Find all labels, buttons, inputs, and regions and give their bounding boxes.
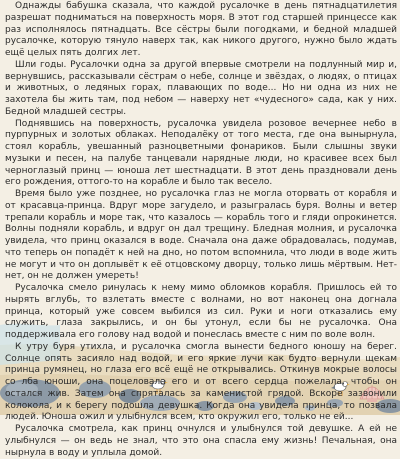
story-text [5, 1, 397, 459]
paragraph: Русалочка смело ринулась к нему мимо обломков корабля. Пришлось ей то нырять вглубь, то взлетать вместе с волнами, но вот наконец она догнала принца, который уже совсем выбился из сил. Руки и ноги отказались ему служить, глаза закрылись, и он бы утонул, если бы не русалочка. Она поддерживала его голову над водой и понеслась вместе с ним по воле волн. [5, 283, 397, 340]
paragraph: Однажды бабушка сказала, что каждой русалочке в день пятнадцатилетия разрешат подниматься на поверхность моря. В этот год старшей принцессе как раз исполнялось пятнадцать. Все сёстры были погодками, и бедной младшей русалочке, которую тянуло наверх так, как никого другого, нужно было ждать ещё целых пять долгих лет. [5, 1, 397, 58]
paragraph: Время было уже позднее, но русалочка глаз не могла оторвать от корабля и от красавца-принца. Вдруг море загудело, и разыгралась буря. Волны и ветер трепали корабль и море так, что казалось — корабль того и гляди опрокинется. Волны подняли корабль, и вдруг он дал трещину. Бледная молния, и русалочка увидела, что принц оказался в воде. Сначала она даже обрадовалась, подумав, что теперь он попадёт к ней на дно, но потом вспомнила, что люди в воде жить не могут и что он доплывёт к её отцовскому дворцу, только лишь мёртвым. Нет-нет, он не должен умереть! [5, 189, 397, 282]
paragraph: Поднявшись на поверхность, русалочка увидела розовое вечернее небо в пурпурных и золотых облаках. Неподалёку от того места, где она вынырнула, стоял корабль, увешанный разноцветными фонариков. Были слышны звуки музыки и песен, на палубе танцевали нарядные люди, но красивее всех был черноглазый принц — юноша лет шестнадцати. В этот день праздновали день его рождения, оттого-то на корабле и было так весело. [5, 118, 397, 188]
paragraph: К утру буря утихла, и русалочка смогла вынести бедного юношу на берег. Солнце опять засияло над водой, и его яркие лучи как будто вернули щекам принца румянец, но глаза его всё ещё не открывались. Откинув мокрые волосы со лба юноши, она поцеловала его и от всего сердца пожелала, чтобы он остался жив. Затем она спряталась за каменистой грядой. Вскоре зазвонили колокола, и к берегу подошла девушка. Когда она увидела принца, то позвала людей. Юноша ожил и улыбнулся всем, кто окружил его, только не ей... [5, 341, 397, 423]
paragraph: Русалочка смотрела, как принц очнулся и улыбнулся той девушке. А ей не улыбнулся — он ведь не знал, что это она спасла ему жизнь! Печальная, она нырнула в воду и уплыла домой. [5, 424, 397, 458]
paragraph: Шли годы. Русалочки одна за другой впервые смотрели на подлунный мир и, вернувшись, рассказывали сёстрам о небе, солнце и звёздах, о людях, о птицах и животных, о ледяных горах, плавающих по воде... Но ни одна из них не захотела бы жить там, под небом — наверху нет «чудесного» сада, как у них. Бедной младшей сестры. [5, 59, 397, 117]
